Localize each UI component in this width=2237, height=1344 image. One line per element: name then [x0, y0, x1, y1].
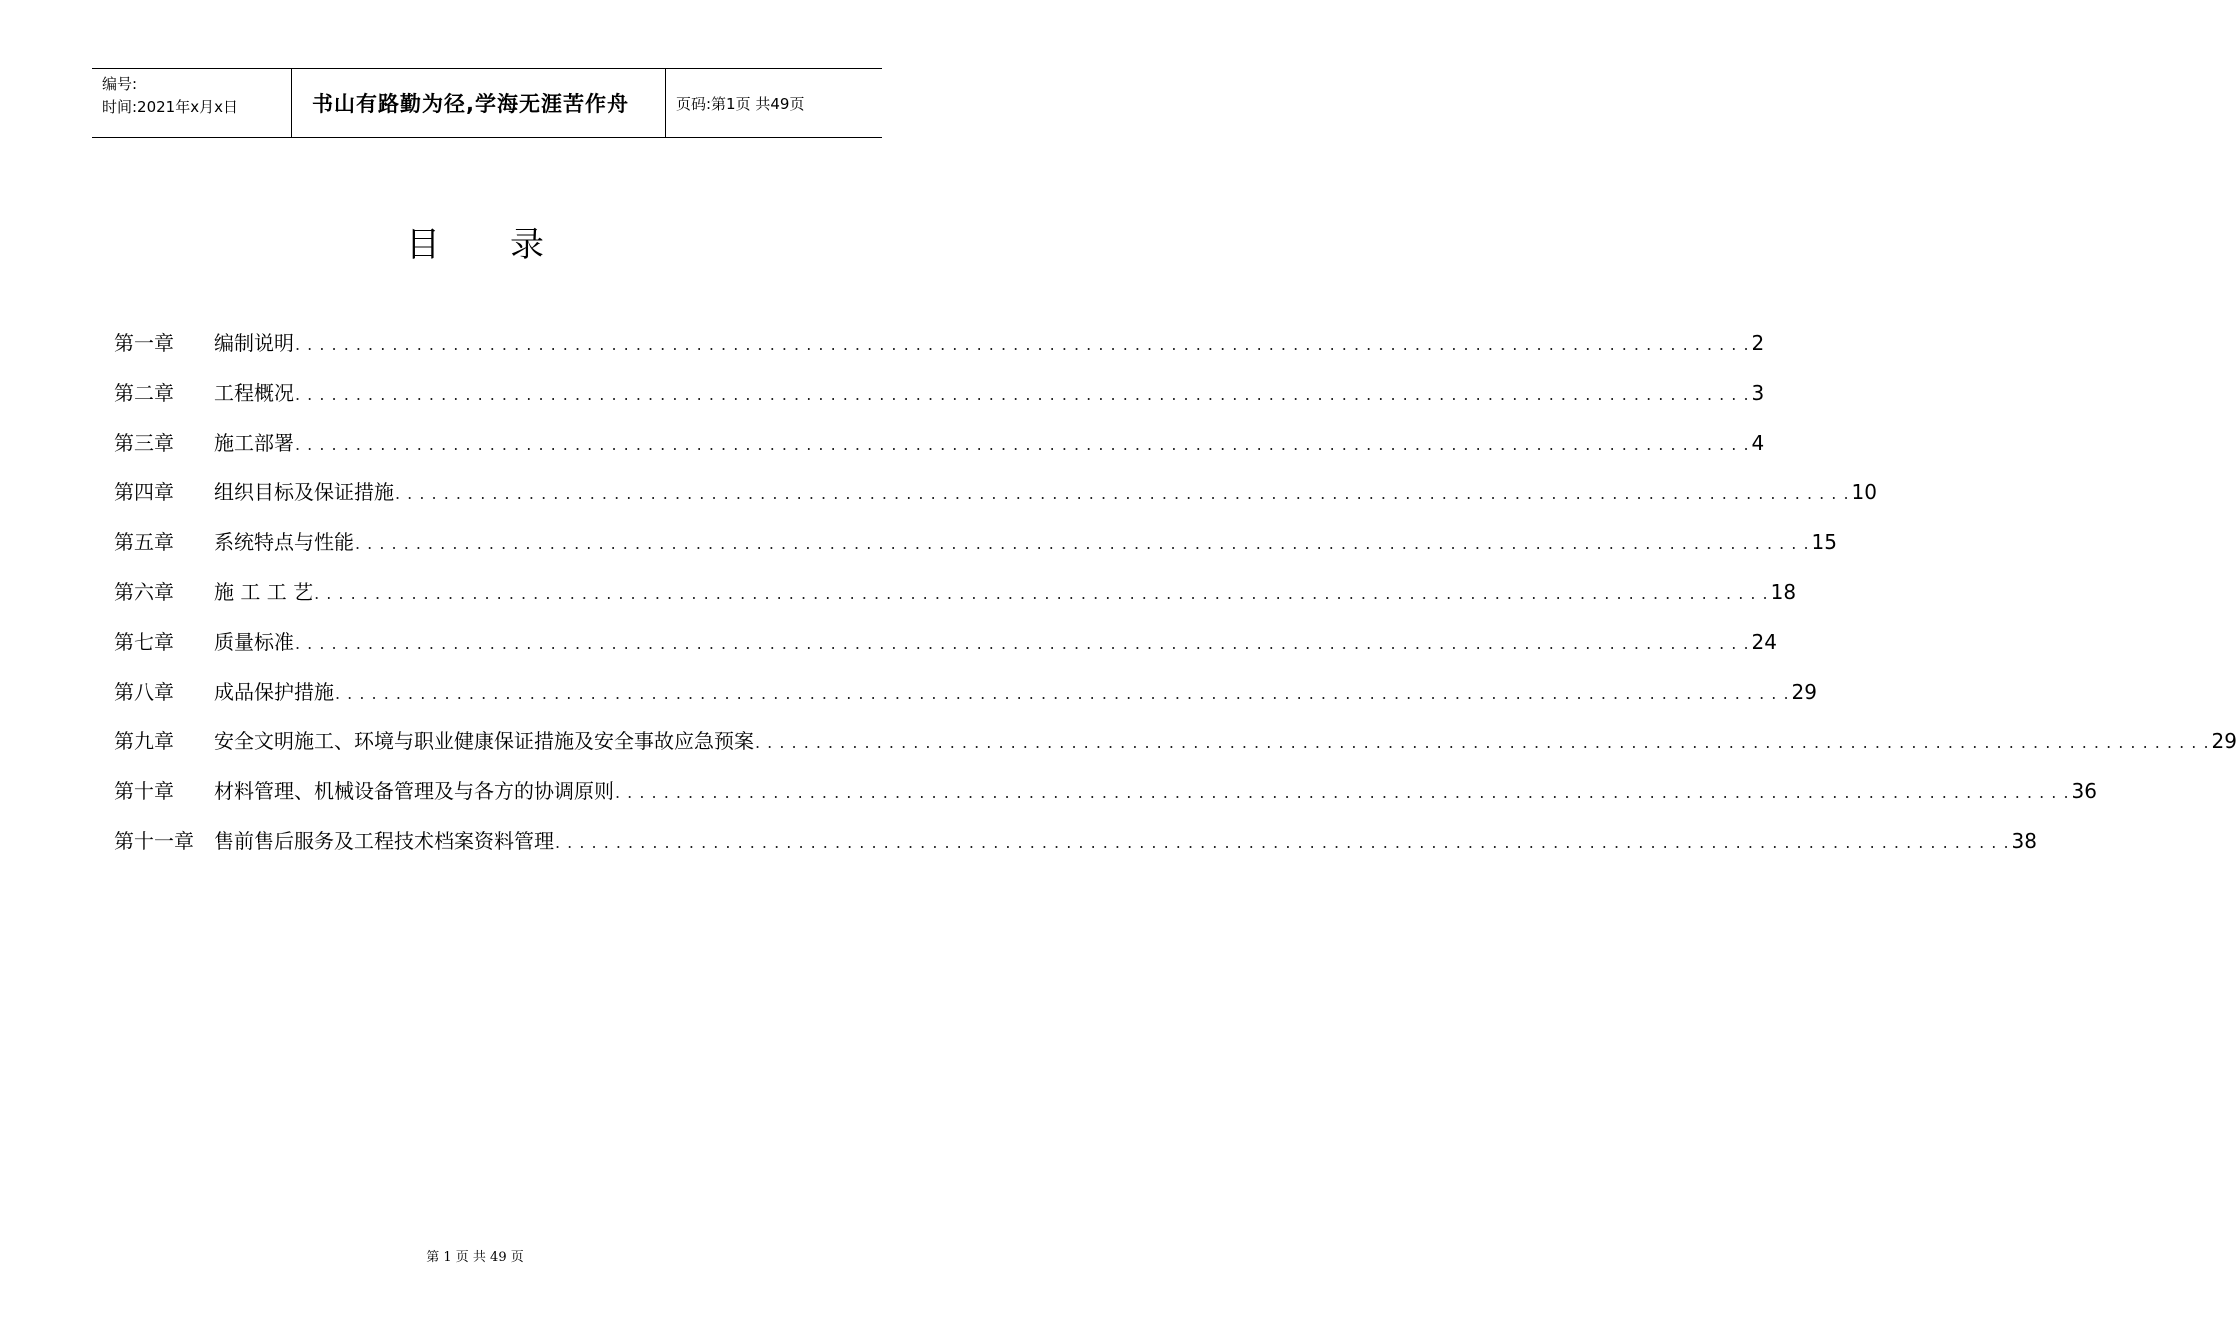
toc-chapter-number: 第四章 — [114, 480, 174, 505]
toc-leader-dots: . . . . . . . . . . . . . . . . . . . . . . . . . . . . . . . . . . . . . . . . . . . . . . . . . . . . . . . . . . . . . . . . . . . . . . . . . . . . . . . . . . . . . . . . . . . . . . . . . . . . . . . . . . . . . . . . . . . . . . . . — [555, 832, 2010, 852]
toc-page-number: 15 — [1811, 530, 1837, 555]
toc-leader-dots: . . . . . . . . . . . . . . . . . . . . . . . . . . . . . . . . . . . . . . . . . . . . . . . . . . . . . . . . . . . . . . . . . . . . . . . . . . . . . . . . . . . . . . . . . . . . . . . . . . . . . . . . . . . . . . . . . . . . . . . . — [395, 484, 1850, 504]
toc-entry[interactable] — [114, 326, 1765, 376]
toc-leader-dots: . . . . . . . . . . . . . . . . . . . . . . . . . . . . . . . . . . . . . . . . . . . . . . . . . . . . . . . . . . . . . . . . . . . . . . . . . . . . . . . . . . . . . . . . . . . . . . . . . . . . . . . . . . . . . . . . . . . . . . . . — [295, 335, 1750, 354]
toc-page-number: 18 — [1770, 579, 1797, 604]
toc-chapter-title: 施 工 工 艺 — [214, 579, 314, 604]
toc-chapter-title: 材料管理、机械设备管理及与各方的协调原则 — [214, 779, 614, 804]
time-label: 时间:2021年x月x日 — [102, 98, 238, 116]
toc-chapter-number: 第七章 — [114, 629, 174, 654]
toc-chapter-number: 第九章 — [114, 729, 174, 754]
toc-leader-dots: . . . . . . . . . . . . . . . . . . . . . . . . . . . . . . . . . . . . . . . . . . . . . . . . . . . . . . . . . . . . . . . . . . . . . . . . . . . . . . . . . . . . . . . . . . . . . . . . . . . . . . . . . . . . . . . . . . . . . . . . — [295, 633, 1750, 653]
toc-chapter-title: 成品保护措施 — [214, 679, 334, 704]
toc-page-number: 29 — [2211, 729, 2237, 754]
toc-entry[interactable] — [114, 675, 1817, 725]
toc-chapter-number: 第十章 — [114, 779, 174, 804]
toc-chapter-title: 组织目标及保证措施 — [214, 480, 394, 505]
toc-page-number: 38 — [2011, 828, 2037, 853]
toc-leader-dots: . . . . . . . . . . . . . . . . . . . . . . . . . . . . . . . . . . . . . . . . . . . . . . . . . . . . . . . . . . . . . . . . . . . . . . . . . . . . . . . . . . . . . . . . . . . . . . . . . . . . . . . . . . . . . . . . . . . . . . . . — [755, 733, 2210, 753]
toc-chapter-title: 安全文明施工、环境与职业健康保证措施及安全事故应急预案 — [214, 729, 754, 754]
toc-page-number: 3 — [1751, 380, 1765, 405]
toc-chapter-number: 第一章 — [114, 331, 174, 355]
toc-chapter-number: 第三章 — [114, 430, 174, 455]
toc-chapter-number: 第二章 — [114, 380, 174, 405]
toc-leader-dots: . . . . . . . . . . . . . . . . . . . . . . . . . . . . . . . . . . . . . . . . . . . . . . . . . . . . . . . . . . . . . . . . . . . . . . . . . . . . . . . . . . . . . . . . . . . . . . . . . . . . . . . . . . . . . . . . . . . . . . . . — [314, 583, 1769, 603]
toc-leader-dots: . . . . . . . . . . . . . . . . . . . . . . . . . . . . . . . . . . . . . . . . . . . . . . . . . . . . . . . . . . . . . . . . . . . . . . . . . . . . . . . . . . . . . . . . . . . . . . . . . . . . . . . . . . . . . . . . . . . . . . . . — [295, 434, 1750, 454]
toc-chapter-title: 质量标准 — [214, 629, 294, 654]
toc-page-number: 4 — [1751, 430, 1765, 455]
toc-entry[interactable] — [114, 525, 1837, 575]
toc-chapter-number: 第八章 — [114, 679, 174, 704]
toc-entry[interactable] — [114, 625, 1777, 675]
toc-leader-dots: . . . . . . . . . . . . . . . . . . . . . . . . . . . . . . . . . . . . . . . . . . . . . . . . . . . . . . . . . . . . . . . . . . . . . . . . . . . . . . . . . . . . . . . . . . . . . . . . . . . . . . . . . . . . . . . . . . . . . . . . — [295, 384, 1750, 404]
toc-chapter-number: 第六章 — [114, 579, 174, 604]
toc-entry[interactable] — [114, 575, 1797, 625]
number-label: 编号: — [102, 75, 138, 93]
toc-entry[interactable] — [114, 426, 1765, 476]
header-meta — [92, 69, 292, 137]
toc-chapter-title: 售前售后服务及工程技术档案资料管理 — [214, 828, 554, 853]
header-slogan: 书山有路勤为径,学海无涯苦作舟 — [292, 69, 666, 137]
toc-page-number: 24 — [1751, 629, 1777, 654]
toc-page-number: 10 — [1851, 480, 1877, 505]
toc-chapter-title: 施工部署 — [214, 430, 294, 455]
toc-chapter-title: 工程概况 — [214, 380, 294, 405]
toc-entry[interactable] — [114, 824, 2037, 874]
toc-leader-dots: . . . . . . . . . . . . . . . . . . . . . . . . . . . . . . . . . . . . . . . . . . . . . . . . . . . . . . . . . . . . . . . . . . . . . . . . . . . . . . . . . . . . . . . . . . . . . . . . . . . . . . . . . . . . . . . . . . . . . . . . — [335, 683, 1790, 703]
toc-leader-dots: . . . . . . . . . . . . . . . . . . . . . . . . . . . . . . . . . . . . . . . . . . . . . . . . . . . . . . . . . . . . . . . . . . . . . . . . . . . . . . . . . . . . . . . . . . . . . . . . . . . . . . . . . . . . . . . . . . . . . . . . — [615, 783, 2070, 803]
toc-page-number: 2 — [1751, 331, 1765, 355]
toc-chapter-title: 编制说明 — [214, 331, 294, 355]
toc-chapter-number: 第五章 — [114, 530, 174, 555]
toc-page-number: 36 — [2071, 779, 2097, 804]
toc-entry[interactable] — [114, 774, 2097, 824]
toc-entry[interactable] — [114, 475, 1877, 525]
page-header — [92, 68, 882, 138]
toc-page-number: 29 — [1791, 679, 1817, 704]
toc-chapter-number: 第十一章 — [114, 828, 194, 853]
toc-entry[interactable] — [114, 724, 2237, 774]
table-of-contents — [114, 326, 2237, 874]
toc-entry[interactable] — [114, 376, 1765, 426]
page-title: 目录 — [406, 225, 614, 265]
toc-leader-dots: . . . . . . . . . . . . . . . . . . . . . . . . . . . . . . . . . . . . . . . . . . . . . . . . . . . . . . . . . . . . . . . . . . . . . . . . . . . . . . . . . . . . . . . . . . . . . . . . . . . . . . . . . . . . . . . . . . . . . . . . — [355, 534, 1810, 554]
page-footer: 第 1 页 共 49 页 — [426, 1250, 524, 1265]
header-page-label: 页码:第1页 共49页 — [676, 94, 805, 113]
toc-chapter-title: 系统特点与性能 — [214, 530, 354, 555]
